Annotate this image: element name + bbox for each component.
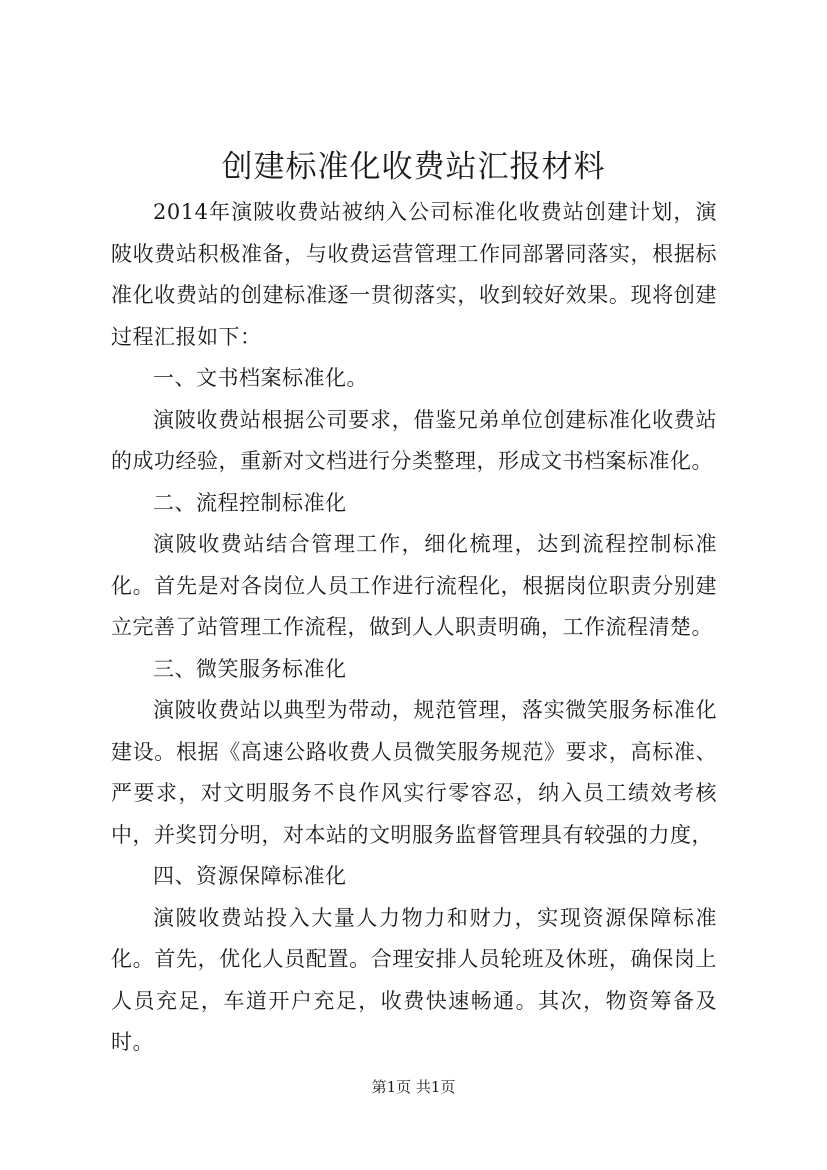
intro-paragraph: 2014年演陂收费站被纳入公司标准化收费站创建计划，演陂收费站积极准备，与收费运营管理工作同部署同落实，根据标准化收费站的创建标准逐一贯彻落实，收到较好效果。现将创建过程汇报如下：	[111, 200, 717, 349]
page-footer: 第1页 共1页	[371, 1078, 456, 1096]
section-paragraph-4: 演陂收费站投入大量人力物力和财力，实现资源保障标准化。首先，优化人员配置。合理安排人员轮班及休班，确保岗上人员充足，车道开户充足，收费快速畅通。其次，物资筹备及时。	[111, 905, 717, 1054]
section-heading-1: 一、文书档案标准化。	[153, 366, 368, 390]
section-heading-4: 四、资源保障标准化	[153, 864, 347, 888]
section-heading-2: 二、流程控制标准化	[153, 490, 347, 515]
section-paragraph-1: 演陂收费站根据公司要求，借鉴兄弟单位创建标准化收费站的成功经验，重新对文档进行分类整理，形成文书档案标准化。	[111, 407, 717, 473]
document-title: 创建标准化收费站汇报材料	[221, 149, 606, 185]
section-heading-3: 三、微笑服务标准化	[153, 656, 347, 681]
section-paragraph-2: 演陂收费站结合管理工作，细化梳理，达到流程控制标准化。首先是对各岗位人员工作进行流程化，根据岗位职责分别建立完善了站管理工作流程，做到人人职责明确，工作流程清楚。	[111, 532, 717, 639]
document-body	[111, 192, 717, 1064]
section-paragraph-3: 演陂收费站以典型为带动，规范管理，落实微笑服务标准化建设。根据《高速公路收费人员微笑服务规范》要求，高标准、严要求，对文明服务不良作风实行零容忍，纳入员工绩效考核中，并奖罚分明，对本站的文明服务监督管理具有较强的力度，	[111, 698, 717, 847]
